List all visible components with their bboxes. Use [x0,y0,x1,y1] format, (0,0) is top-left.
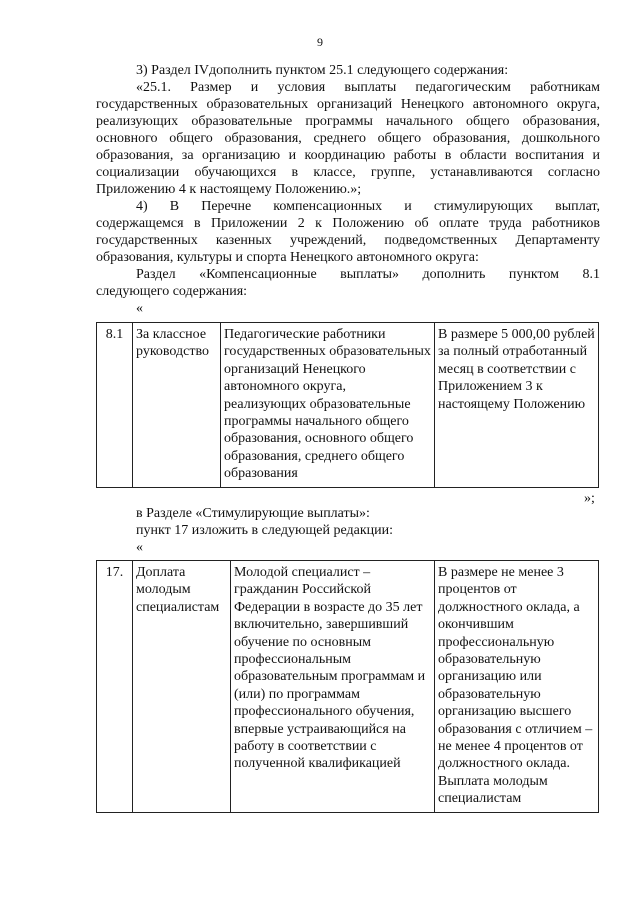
table-row [97,561,599,813]
paragraph-section-iv: 3) Раздел IVдополнить пунктом 25.1 следующего содержания: [136,63,509,78]
stimulating-section-text [96,505,600,556]
paragraph-25-1-first-line: «25.1. Размер и условия выплаты педагогическим работникам [136,80,600,95]
clause-number: 17. [97,561,133,813]
paragraph-25-1-body: государственных образовательных организаций Ненецкого автономного округа, реализующих образовательные программы начального общего образования, основного общего образования, среднего общего образования, дошкольного образования, за организацию и координацию работы в области воспитания и социализации обучающихся в классе, группе, устанавливаются согласно Приложению 4 к настоящему Положению.»; [96,97,600,197]
paragraph-compensation-second-line: следующего содержания: [96,284,248,299]
paragraph-4-first-line: 4) В Перечне компенсационных и стимулирующих выплат, [136,199,600,214]
payment-recipients: Молодой специалист – гражданин Российской Федерации в возрасте до 35 лет включительно, завершивший обучение по основным профессиональным образовательным программам и (или) по программам профессионального обучения, впервые устраивающийся на работу в соответствии с полученной квалификацией [231,561,435,813]
clause-number: 8.1 [97,323,133,488]
paragraph-compensation-first-line: Раздел «Компенсационные выплаты» дополнить пунктом 8.1 [136,267,600,282]
payment-name: За классное руководство [133,323,221,488]
paragraph-stimulating-section: в Разделе «Стимулирующие выплаты»: [136,506,370,521]
paragraph-item-17: пункт 17 изложить в следующей редакции: [136,523,393,538]
main-text [96,62,600,317]
payment-recipients: Педагогические работники государственных образовательных организаций Ненецкого автономного округа, реализующих образовательные программы начального общего образования, основного общего образования, среднего общего образования [221,323,435,488]
payment-amount: В размере не менее 3 процентов от должностного оклада, а окончившим профессиональную образовательную организацию или образовательную организацию высшего образования с отличием – не менее 4 процентов от должностного оклада. Выплата молодым специалистам [435,561,599,813]
opening-quote-1: « [136,301,143,316]
table-row [97,323,599,488]
payment-name: Доплата молодым специалистам [133,561,231,813]
compensation-table [96,322,599,488]
closing-quote-1: »; [584,491,595,506]
stimulating-table [96,560,599,813]
page-number: 9 [317,35,323,49]
paragraph-4-body: содержащемся в Приложении 2 к Положению об оплате труда работников государственных казенных учреждений, подведомственных Департаменту образования, культуры и спорта Ненецкого автономного округа: [96,216,600,265]
payment-amount: В размере 5 000,00 рублей за полный отработанный месяц в соответствии с Приложением 3 к настоящему Положению [435,323,599,488]
opening-quote-2: « [136,540,143,555]
